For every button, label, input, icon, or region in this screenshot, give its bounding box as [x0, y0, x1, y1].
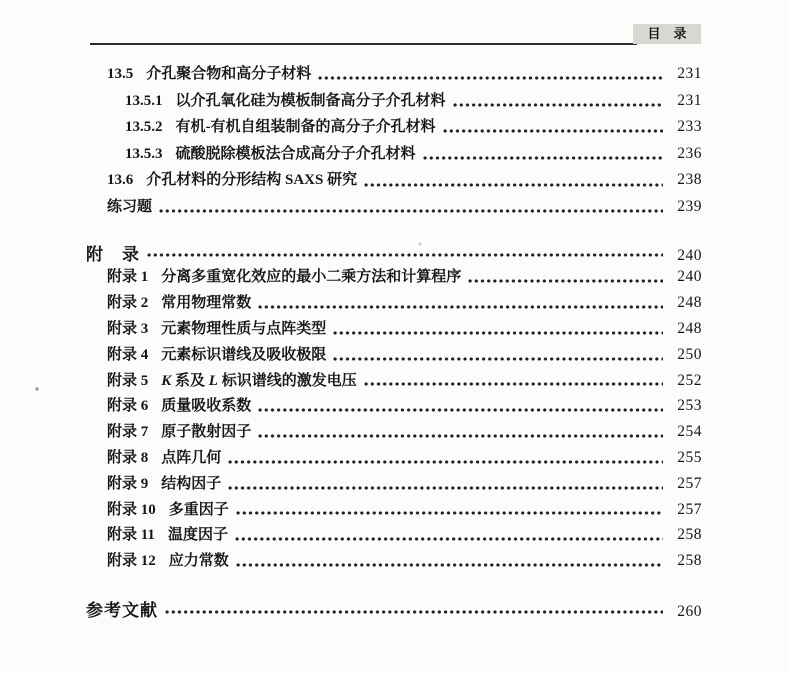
entry-title: 附 录	[86, 244, 140, 264]
entry-number: 附录 12	[107, 553, 156, 570]
entry-page-number: 254	[677, 423, 702, 441]
dot-leader	[257, 432, 663, 438]
entry-title: 温度因子	[167, 527, 228, 544]
toc-entry	[86, 446, 702, 472]
toc-section-appendix	[86, 240, 702, 575]
entry-title: 结构因子	[161, 475, 222, 492]
entry-number: 13.5.3	[125, 145, 163, 162]
entry-number: 附录 4	[107, 346, 149, 363]
entry-title: 硫酸脱除模板法合成高分子介孔材料	[175, 145, 416, 162]
toc-entry	[86, 240, 702, 266]
entry-title: 元素物理性质与点阵类型	[161, 320, 327, 337]
entry-page-number: 257	[677, 474, 702, 492]
dot-leader	[363, 380, 663, 386]
toc-entry	[86, 168, 702, 195]
toc-section-chapter-13	[86, 62, 702, 222]
toc-entry	[86, 394, 702, 420]
entry-number: 13.5.2	[125, 119, 163, 136]
entry-number: 附录 11	[107, 527, 155, 544]
entry-page-number: 240	[677, 246, 702, 264]
dot-leader	[363, 181, 663, 187]
dot-leader	[164, 608, 663, 614]
toc-header-badge: 目 录	[633, 24, 701, 44]
entry-page-number: 231	[677, 91, 702, 109]
entry-title: 有机-有机自组装制备的高分子介孔材料	[175, 119, 436, 136]
dot-leader	[317, 74, 663, 80]
entry-page-number: 252	[677, 371, 702, 389]
toc-entry	[86, 472, 702, 498]
dot-leader	[257, 303, 663, 309]
entry-title: 元素标识谱线及吸收极限	[161, 346, 327, 363]
entry-title: 介孔材料的分形结构 SAXS 研究	[146, 172, 358, 189]
entry-title: 介孔聚合物和高分子材料	[146, 66, 312, 82]
toc-entry	[86, 291, 702, 317]
entry-page-number: 248	[677, 319, 702, 337]
entry-number: 13.5.1	[125, 92, 163, 109]
entry-title-segment: 系及	[171, 372, 209, 389]
toc-entry	[86, 195, 702, 222]
dot-leader	[158, 207, 663, 213]
entry-number: 附录 6	[107, 398, 149, 415]
toc-entry	[86, 549, 702, 575]
dot-leader	[332, 355, 663, 361]
entry-number: 附录 2	[107, 295, 149, 312]
dot-leader	[332, 329, 663, 335]
toc-entry	[86, 265, 702, 291]
entry-number: 附录 1	[107, 269, 149, 286]
dot-leader	[257, 406, 663, 412]
toc-entry	[86, 498, 702, 524]
entry-title: 质量吸收系数	[161, 398, 252, 415]
dot-leader	[442, 127, 664, 133]
entry-title: 以介孔氧化硅为模板制备高分子介孔材料	[175, 92, 446, 109]
entry-title: 参考文献	[86, 600, 158, 620]
entry-title-segment: L	[208, 372, 218, 389]
entry-number: 附录 10	[107, 501, 156, 518]
entry-number: 13.5	[107, 66, 134, 82]
dot-leader	[467, 277, 663, 283]
dot-leader	[146, 251, 663, 257]
toc-entry	[86, 317, 702, 343]
entry-page-number: 238	[677, 171, 702, 189]
toc-entry	[86, 596, 702, 622]
dot-leader	[452, 101, 663, 107]
dot-leader	[227, 484, 663, 490]
entry-page-number: 258	[677, 526, 702, 544]
header-rule	[90, 43, 637, 45]
entry-title-segment: 标识谱线的激发电压	[217, 372, 357, 389]
entry-page-number: 233	[677, 118, 702, 136]
entry-title-segment: K	[161, 372, 172, 389]
entry-page-number: 253	[677, 397, 702, 415]
entry-page-number: 239	[677, 197, 702, 215]
entry-page-number: 255	[677, 448, 702, 466]
toc-entry	[86, 369, 702, 395]
entry-title: 分离多重宽化效应的最小二乘方法和计算程序	[161, 269, 462, 286]
dot-leader	[227, 458, 663, 464]
entry-title: 练习题	[107, 198, 153, 215]
toc-section-references	[86, 596, 702, 622]
entry-number: 附录 7	[107, 424, 149, 441]
entry-number: 附录 9	[107, 475, 149, 492]
entry-page-number: 258	[677, 552, 702, 570]
entry-title: 常用物理常数	[161, 295, 252, 312]
toc-entry	[86, 115, 702, 142]
entry-page-number: 260	[677, 602, 702, 620]
toc-entry	[86, 343, 702, 369]
toc-entry	[86, 523, 702, 549]
toc-entry	[86, 89, 702, 116]
entry-page-number: 248	[677, 294, 702, 312]
dot-leader	[422, 154, 663, 160]
entry-title: 应力常数	[168, 553, 229, 570]
entry-page-number: 236	[677, 144, 702, 162]
entry-page-number: 257	[677, 500, 702, 518]
entry-title	[161, 369, 356, 390]
entry-number: 附录 3	[107, 320, 149, 337]
toc-entry	[86, 62, 702, 89]
toc-entry	[86, 142, 702, 169]
dot-leader	[235, 509, 663, 515]
dot-leader	[235, 561, 663, 567]
entry-number: 附录 8	[107, 449, 149, 466]
toc-list	[86, 62, 702, 622]
entry-number: 附录 5	[107, 372, 149, 389]
entry-title: 点阵几何	[161, 449, 222, 466]
entry-page-number: 250	[677, 345, 702, 363]
entry-page-number: 240	[677, 268, 702, 286]
entry-title: 原子散射因子	[161, 424, 252, 441]
entry-page-number: 231	[677, 65, 702, 82]
entry-title: 多重因子	[168, 501, 229, 518]
entry-number: 13.6	[107, 172, 134, 189]
toc-entry	[86, 420, 702, 446]
dot-leader	[234, 535, 663, 541]
